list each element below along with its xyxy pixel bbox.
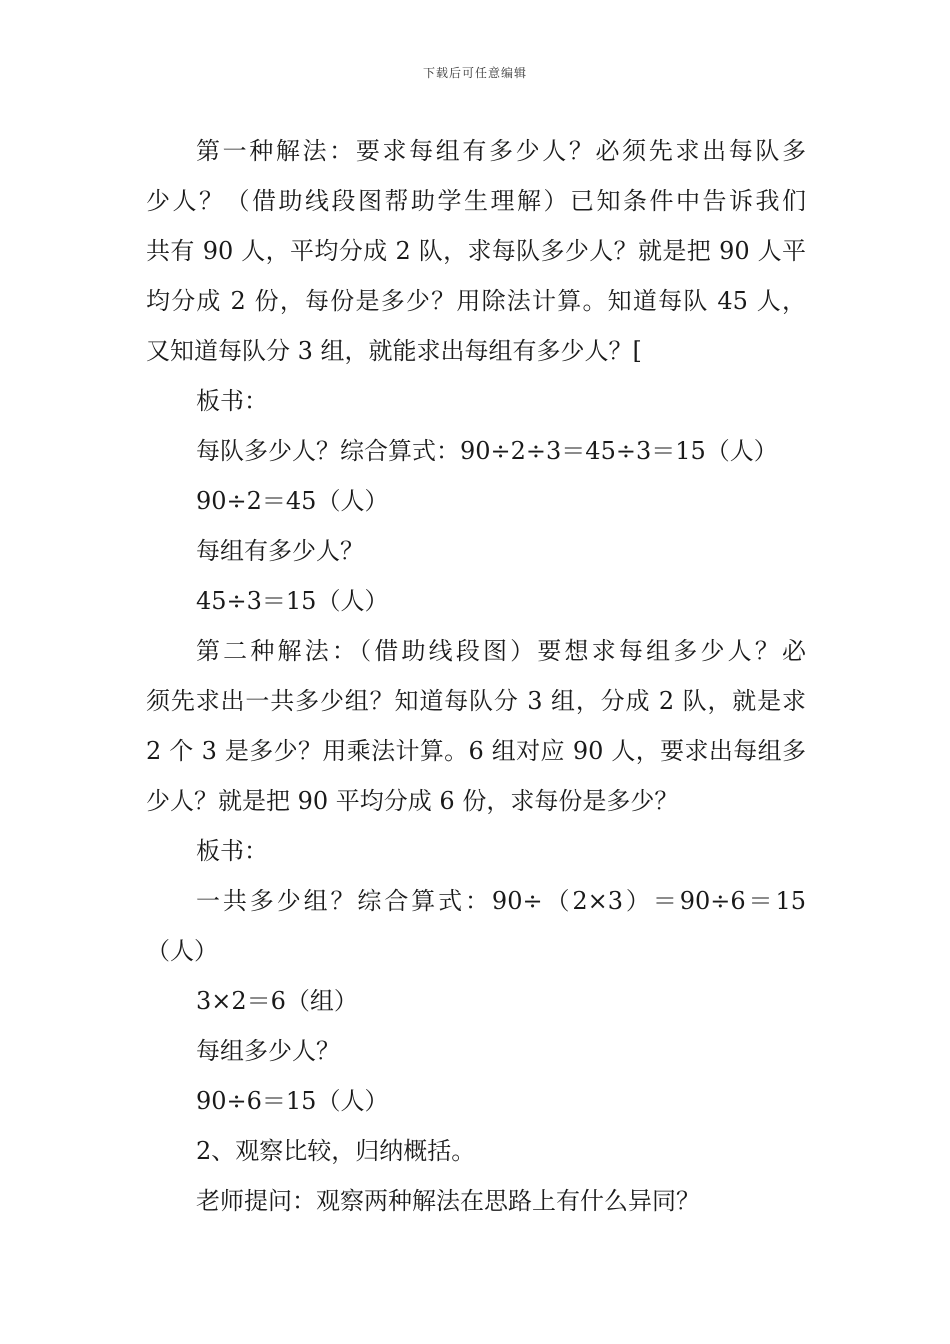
formula-line: （人）	[146, 937, 218, 965]
board-label: 板书：	[196, 387, 268, 415]
paragraph-line: 第二种解法：（借助线段图）要想求每组多少人？必	[196, 637, 806, 665]
paragraph-line: 共有 90 人，平均分成 2 队，求每队多少人？就是把 90 人平	[146, 237, 806, 265]
paragraph-line: 2 个 3 是多少？用乘法计算。6 组对应 90 人，要求出每组多	[146, 737, 806, 765]
paragraph-line: 少人？就是把 90 平均分成 6 份，求每份是多少？	[146, 787, 679, 815]
formula-line: 90÷6＝15（人）	[196, 1087, 389, 1115]
formula-line: 45÷3＝15（人）	[196, 587, 389, 615]
page-header: 下载后可任意编辑	[422, 66, 527, 80]
section-heading: 2、观察比较，归纳概括。	[196, 1137, 476, 1165]
paragraph-line: 少人？（借助线段图帮助学生理解）已知条件中告诉我们	[146, 187, 806, 215]
formula-line: 一共多少组？综合算式：90÷（2×3）＝90÷6＝15	[196, 887, 806, 915]
board-label: 板书：	[196, 837, 268, 865]
paragraph-line: 均分成 2 份，每份是多少？用除法计算。知道每队 45 人，	[146, 287, 806, 315]
paragraph-line: 第一种解法：要求每组有多少人？必须先求出每队多	[196, 137, 806, 165]
paragraph-line: 老师提问：观察两种解法在思路上有什么异同？	[196, 1187, 700, 1215]
paragraph-line: 须先求出一共多少组？知道每队分 3 组，分成 2 队，就是求	[146, 687, 806, 715]
formula-line: 每队多少人？综合算式：90÷2÷3＝45÷3＝15（人）	[196, 437, 778, 465]
formula-line: 每组有多少人？	[196, 537, 364, 565]
formula-line: 3×2＝6（组）	[196, 987, 358, 1015]
formula-line: 每组多少人？	[196, 1037, 340, 1065]
formula-line: 90÷2＝45（人）	[196, 487, 389, 515]
document-body	[146, 126, 806, 1226]
paragraph-line: 又知道每队分 3 组，就能求出每组有多少人？[	[146, 337, 642, 365]
